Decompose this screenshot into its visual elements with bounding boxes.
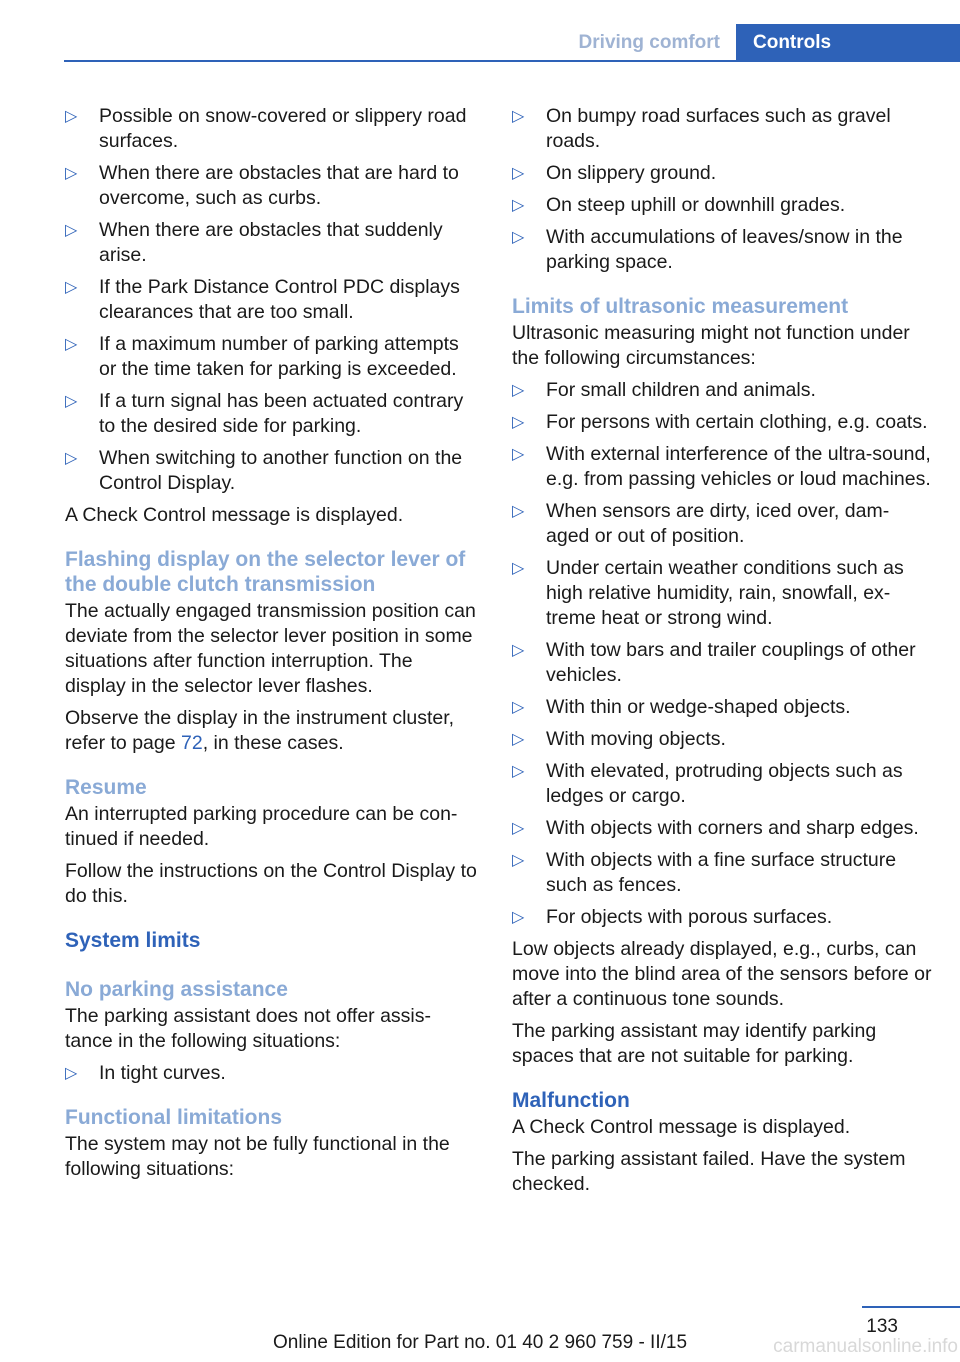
triangle-bullet-icon: ▷ xyxy=(65,108,78,125)
triangle-bullet-icon: ▷ xyxy=(65,336,78,353)
page-number: 133 xyxy=(866,1316,898,1337)
triangle-bullet-icon: ▷ xyxy=(65,165,78,182)
list-item xyxy=(512,905,932,930)
list-item xyxy=(512,499,932,549)
triangle-bullet-icon: ▷ xyxy=(512,699,525,716)
paragraph-functional: The system may not be fully functional in the following situations: xyxy=(65,1133,450,1180)
triangle-bullet-icon: ▷ xyxy=(65,279,78,296)
triangle-bullet-icon: ▷ xyxy=(512,820,525,837)
triangle-bullet-icon: ▷ xyxy=(65,1065,78,1082)
paragraph-no-parking: The parking assistant does not offer assis‐tance in the following situations: xyxy=(65,1005,431,1052)
list-item xyxy=(65,332,477,382)
bullet-list xyxy=(512,378,932,930)
list-item-text: With objects with corners and sharp edges. xyxy=(546,817,919,839)
bullet-list xyxy=(65,1061,477,1086)
paragraph-resume-1: An interrupted parking procedure can be con‐tinued if needed. xyxy=(65,803,458,850)
list-item-text: When there are obstacles that are hard to overcome, such as curbs. xyxy=(99,162,459,209)
list-item xyxy=(512,638,932,688)
list-item-text: If the Park Distance Control PDC displays clearances that are too small. xyxy=(99,276,460,323)
list-item xyxy=(512,410,932,435)
triangle-bullet-icon: ▷ xyxy=(512,642,525,659)
heading-ultrasonic-limits: Limits of ultrasonic measurement xyxy=(512,295,849,318)
list-item-text: On steep uphill or downhill grades. xyxy=(546,194,846,216)
triangle-bullet-icon: ▷ xyxy=(512,414,525,431)
triangle-bullet-icon: ▷ xyxy=(512,503,525,520)
triangle-bullet-icon: ▷ xyxy=(512,731,525,748)
triangle-bullet-icon: ▷ xyxy=(512,560,525,577)
list-item-text: On slippery ground. xyxy=(546,162,717,184)
footer-rule xyxy=(862,1306,960,1308)
list-item xyxy=(65,1061,477,1086)
list-item-text: With moving objects. xyxy=(546,728,726,750)
list-item-text: If a maximum number of parking attempts or the time taken for parking is exceeded. xyxy=(99,333,459,380)
triangle-bullet-icon: ▷ xyxy=(512,446,525,463)
list-item-text: Under certain weather conditions such as high relative humidity, rain, snowfall, ex‐treme heat or strong wind. xyxy=(546,557,904,629)
text: , in these cases. xyxy=(202,732,344,754)
watermark: carmanualsonline.info xyxy=(773,1336,958,1357)
triangle-bullet-icon: ▷ xyxy=(512,852,525,869)
list-item-text: With objects with a fine surface structure such as fences. xyxy=(546,849,897,896)
list-item xyxy=(512,759,932,809)
list-item xyxy=(65,161,477,211)
list-item-text: If a turn signal has been actuated contrary to the desired side for parking. xyxy=(99,390,464,437)
list-item xyxy=(65,218,477,268)
list-item-text: With thin or wedge-shaped objects. xyxy=(546,696,851,718)
triangle-bullet-icon: ▷ xyxy=(512,165,525,182)
triangle-bullet-icon: ▷ xyxy=(65,222,78,239)
list-item-text: When switching to another function on the Control Display. xyxy=(99,447,463,494)
triangle-bullet-icon: ▷ xyxy=(512,382,525,399)
list-item xyxy=(512,556,932,631)
list-item-text: For objects with porous surfaces. xyxy=(546,906,833,928)
list-item-text: In tight curves. xyxy=(99,1062,226,1084)
list-item-text: For persons with certain clothing, e.g. coats. xyxy=(546,411,928,433)
triangle-bullet-icon: ▷ xyxy=(512,763,525,780)
list-item xyxy=(512,378,932,403)
heading-malfunction: Malfunction xyxy=(512,1089,630,1112)
page-reference-link[interactable]: 72 xyxy=(181,732,203,754)
list-item-text: With elevated, protruding objects such as ledges or cargo. xyxy=(546,760,903,807)
list-item xyxy=(512,193,932,218)
heading-functional-limitations: Functional limitations xyxy=(65,1106,283,1129)
list-item-text: With external interference of the ultra‐sound, e.g. from passing vehicles or loud machines. xyxy=(546,443,931,490)
triangle-bullet-icon: ▷ xyxy=(65,393,78,410)
paragraph-ultrasonic: Ultrasonic measuring might not function under the following circumstances: xyxy=(512,322,910,369)
list-item-text: When there are obstacles that suddenly arise. xyxy=(99,219,443,266)
list-item xyxy=(65,446,477,496)
list-item xyxy=(512,442,932,492)
list-item-text: On bumpy road surfaces such as gravel roads. xyxy=(546,105,891,152)
paragraph-flashing-2 xyxy=(65,706,477,756)
header-rule xyxy=(64,60,960,62)
header-chapter-tab: Controls xyxy=(736,24,960,60)
list-item xyxy=(65,275,477,325)
paragraph-flashing-1: The actually engaged transmission position can deviate from the selector lever position in some situations after function interruption. The display in the selector lever flashes. xyxy=(65,600,476,697)
list-item-text: With accumulations of leaves/snow in the parking space. xyxy=(546,226,903,273)
list-item-text: For small children and animals. xyxy=(546,379,816,401)
list-item xyxy=(512,848,932,898)
triangle-bullet-icon: ▷ xyxy=(512,108,525,125)
list-item-text: Possible on snow-covered or slippery road surfaces. xyxy=(99,105,467,152)
triangle-bullet-icon: ▷ xyxy=(65,450,78,467)
paragraph-resume-2: Follow the instructions on the Control Display to do this. xyxy=(65,860,477,907)
list-item-text: With tow bars and trailer couplings of other vehicles. xyxy=(546,639,916,686)
list-item xyxy=(512,695,932,720)
text: Observe the display in the instrument cluster, refer to page xyxy=(65,707,455,754)
list-item xyxy=(512,161,932,186)
paragraph-malfunction-2: The parking assistant failed. Have the system checked. xyxy=(512,1148,906,1195)
heading-no-parking-assistance: No parking assistance xyxy=(65,978,288,1001)
list-item xyxy=(512,104,932,154)
paragraph-check-control: A Check Control message is displayed. xyxy=(65,504,404,526)
heading-flashing-display: Flashing display on the selector lever of the double clutch transmission xyxy=(65,548,466,596)
triangle-bullet-icon: ▷ xyxy=(512,197,525,214)
paragraph-malfunction-1: A Check Control message is displayed. xyxy=(512,1116,851,1138)
bullet-list xyxy=(65,104,477,496)
list-item xyxy=(65,389,477,439)
list-item xyxy=(512,727,932,752)
paragraph-identify: The parking assistant may identify parking spaces that are not suitable for parking. xyxy=(512,1020,877,1067)
right-column xyxy=(512,104,932,1204)
edition-footer: Online Edition for Part no. 01 40 2 960 759 - II/15 xyxy=(272,1332,688,1353)
heading-system-limits: System limits xyxy=(65,929,201,952)
heading-resume: Resume xyxy=(65,776,147,799)
list-item-text: When sensors are dirty, iced over, dam‐aged or out of position. xyxy=(546,500,890,547)
triangle-bullet-icon: ▷ xyxy=(512,229,525,246)
list-item xyxy=(65,104,477,154)
list-item xyxy=(512,225,932,275)
triangle-bullet-icon: ▷ xyxy=(512,909,525,926)
left-column xyxy=(65,104,477,1189)
bullet-list xyxy=(512,104,932,275)
list-item xyxy=(512,816,932,841)
paragraph-low-objects: Low objects already displayed, e.g., curbs, can move into the blind area of the sensors before or after a continuous tone sounds. xyxy=(512,938,932,1010)
header-section-title: Driving comfort xyxy=(578,32,720,53)
